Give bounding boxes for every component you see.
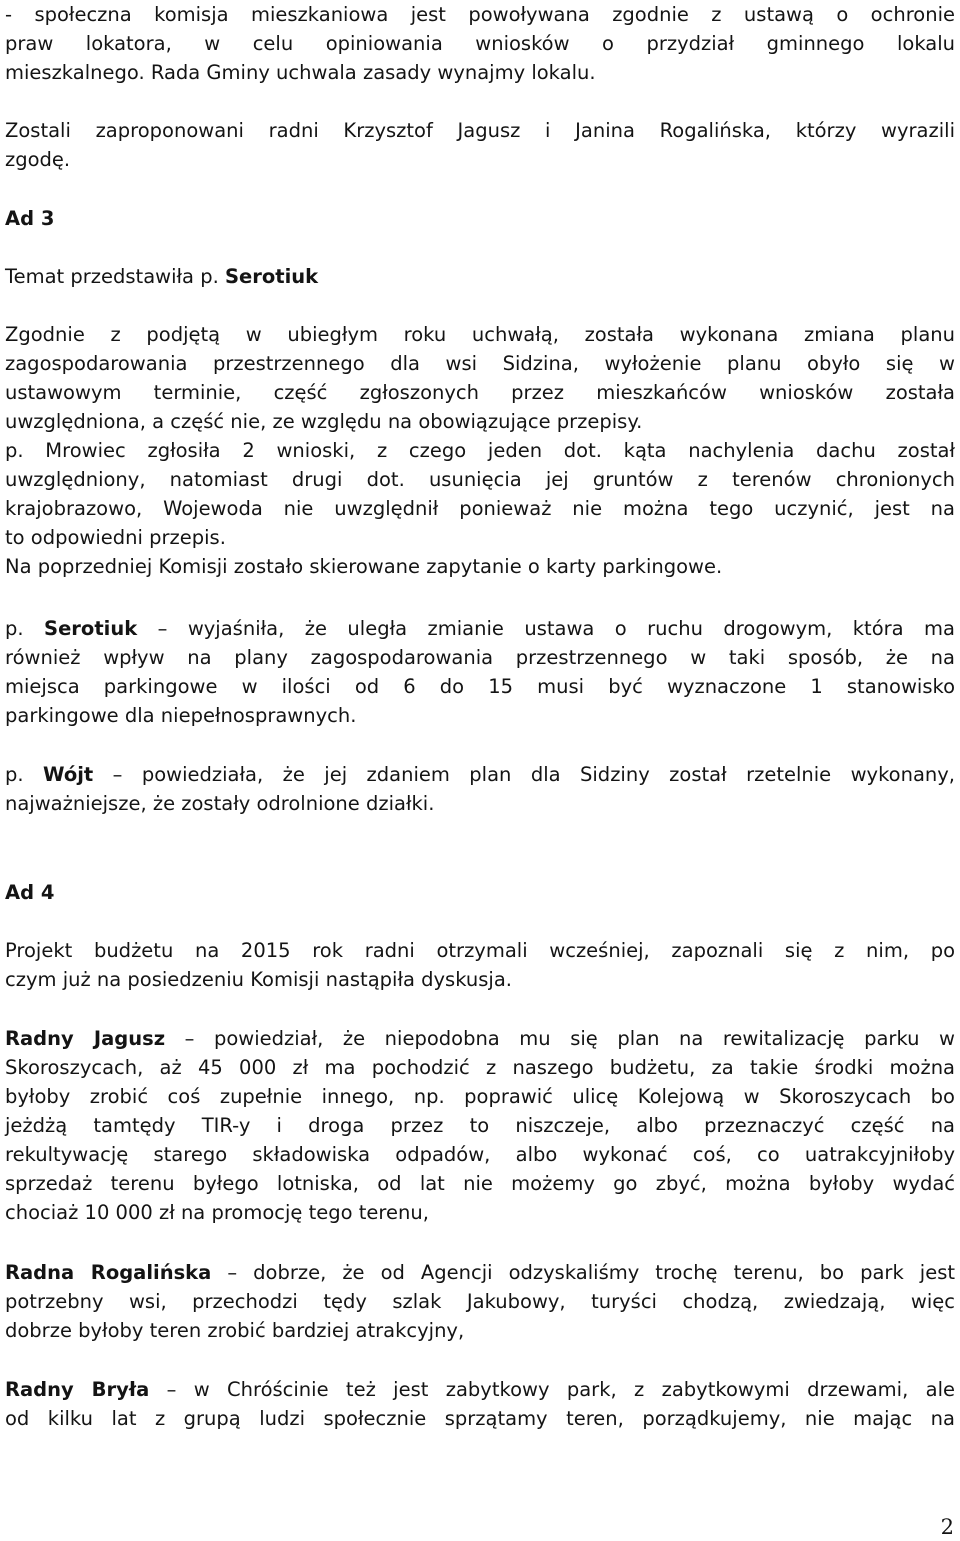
text-line: zagospodarowania przestrzennego dla wsi Sidzina, wyłożenie planu obyło się w bbox=[5, 352, 955, 375]
text-line: krajobrazowo, Wojewoda nie uwzględnił ponieważ nie można tego uczynić, jest na bbox=[5, 497, 955, 520]
text-line: to odpowiedni przepis. bbox=[5, 526, 226, 549]
person-name: Radna Rogalińska bbox=[5, 1261, 212, 1284]
person-name: Radny Jagusz bbox=[5, 1027, 166, 1050]
text-line: p. Mrowiec zgłosiła 2 wnioski, z czego jeden dot. kąta nachylenia dachu został bbox=[5, 439, 955, 462]
text-line bbox=[5, 614, 955, 643]
heading-text: Ad 3 bbox=[5, 207, 55, 230]
paragraph-serotiuk-explanation bbox=[5, 614, 955, 730]
text-span: – dobrze, że od Agencji odzyskaliśmy trochę terenu, bo park jest bbox=[211, 1261, 956, 1284]
paragraph-budget-project bbox=[5, 936, 955, 994]
text-span: – wyjaśniła, że uległa zmianie ustawa o ruchu drogowym, która ma bbox=[137, 617, 955, 640]
text-line: Skoroszycach, aż 45 000 zł ma pochodzić z naszego budżetu, za takie środki można bbox=[5, 1056, 955, 1079]
heading-text: Ad 4 bbox=[5, 881, 55, 904]
text-line: czym już na posiedzeniu Komisji nastąpiła dyskusja. bbox=[5, 968, 512, 991]
text-line: Zgodnie z podjętą w ubiegłym roku uchwałą, została wykonana zmiana planu bbox=[5, 323, 955, 346]
text-line: uwzględniona, a część nie, ze względu na obowiązujące przepisy. bbox=[5, 410, 643, 433]
paragraph-wojt-opinion bbox=[5, 760, 955, 818]
text-line: jeżdżą tamtędy TIR-y i droga przez to niszczeje, albo przeznaczyć część na bbox=[5, 1114, 955, 1137]
paragraph-jagusz-statement bbox=[5, 1024, 955, 1227]
text-line: praw lokatora, w celu opiniowania wniosków o przydział gminnego lokalu bbox=[5, 32, 955, 55]
text-line: dobrze byłoby teren zrobić bardziej atrakcyjny, bbox=[5, 1319, 465, 1342]
text-line: chociaż 10 000 zł na promocję tego terenu, bbox=[5, 1201, 429, 1224]
text-span: Temat przedstawiła p. bbox=[5, 265, 225, 288]
text-line: miejsca parkingowe w ilości od 6 do 15 musi być wyznaczone 1 stanowisko bbox=[5, 675, 955, 698]
text-span: p. bbox=[5, 763, 44, 786]
text-span: – w Chróścinie też jest zabytkowy park, z zabytkowymi drzewami, ale bbox=[149, 1378, 956, 1401]
text-line: Na poprzedniej Komisji zostało skierowane zapytanie o karty parkingowe. bbox=[5, 555, 723, 578]
text-line: mieszkalnego. Rada Gminy uchwala zasady wynajmy lokalu. bbox=[5, 61, 596, 84]
person-name: Radny Bryła bbox=[5, 1378, 150, 1401]
heading-ad-4 bbox=[5, 878, 955, 907]
person-name: Serotiuk bbox=[224, 265, 319, 288]
person-name: Serotiuk bbox=[44, 617, 138, 640]
text-line bbox=[5, 1375, 955, 1404]
paragraph-rogalinska-statement bbox=[5, 1258, 955, 1345]
text-line: uwzględniony, natomiast drugi dot. usunięcia jej gruntów z terenów chronionych bbox=[5, 468, 955, 491]
text-line bbox=[5, 1024, 955, 1053]
paragraph-housing-committee bbox=[5, 0, 955, 87]
text-line: ustawowym terminie, część zgłoszonych przez mieszkańców wniosków została bbox=[5, 381, 955, 404]
paragraph-topic-presenter bbox=[5, 262, 955, 291]
paragraph-proposed-councillors bbox=[5, 116, 955, 174]
text-line: najważniejsze, że zostały odrolnione działki. bbox=[5, 792, 435, 815]
heading-ad-3 bbox=[5, 204, 955, 233]
text-line: - społeczna komisja mieszkaniowa jest powoływana zgodnie z ustawą o ochronie bbox=[5, 3, 955, 26]
text-line: Projekt budżetu na 2015 rok radni otrzymali wcześniej, zapoznali się z nim, po bbox=[5, 939, 955, 962]
text-line: rekultywację starego składowiska odpadów, albo wykonać coś, co uatrakcyjniłoby bbox=[5, 1143, 955, 1166]
text-span: p. bbox=[5, 617, 45, 640]
text-span: – powiedziała, że jej zdaniem plan dla Sidziny został rzetelnie wykonany, bbox=[93, 763, 955, 786]
page-number: 2 bbox=[940, 1515, 954, 1539]
text-line: Zostali zaproponowani radni Krzysztof Jagusz i Janina Rogalińska, którzy wyrazili bbox=[5, 119, 955, 142]
text-line bbox=[5, 760, 955, 789]
paragraph-zoning-plan bbox=[5, 320, 955, 581]
text-line: sprzedaż terenu byłego lotniska, od lat nie możemy go zbyć, można byłoby wydać bbox=[5, 1172, 955, 1195]
text-span: – powiedział, że niepodobna mu się plan na rewitalizację parku w bbox=[165, 1027, 955, 1050]
person-name: Wójt bbox=[43, 763, 94, 786]
text-line: parkingowe dla niepełnosprawnych. bbox=[5, 704, 357, 727]
text-line bbox=[5, 1258, 955, 1287]
text-line: od kilku lat z grupą ludzi społecznie sprzątamy teren, porządkujemy, nie mając na bbox=[5, 1407, 955, 1430]
text-line: potrzebny wsi, przechodzi tędy szlak Jakubowy, turyści chodzą, zwiedzają, więc bbox=[5, 1290, 955, 1313]
text-line: zgodę. bbox=[5, 148, 71, 171]
text-line: byłoby zrobić coś zupełnie innego, np. poprawić ulicę Kolejową w Skoroszycach bo bbox=[5, 1085, 955, 1108]
text-line: również wpływ na plany zagospodarowania przestrzennego w taki sposób, że na bbox=[5, 646, 955, 669]
paragraph-bryla-statement bbox=[5, 1375, 955, 1433]
